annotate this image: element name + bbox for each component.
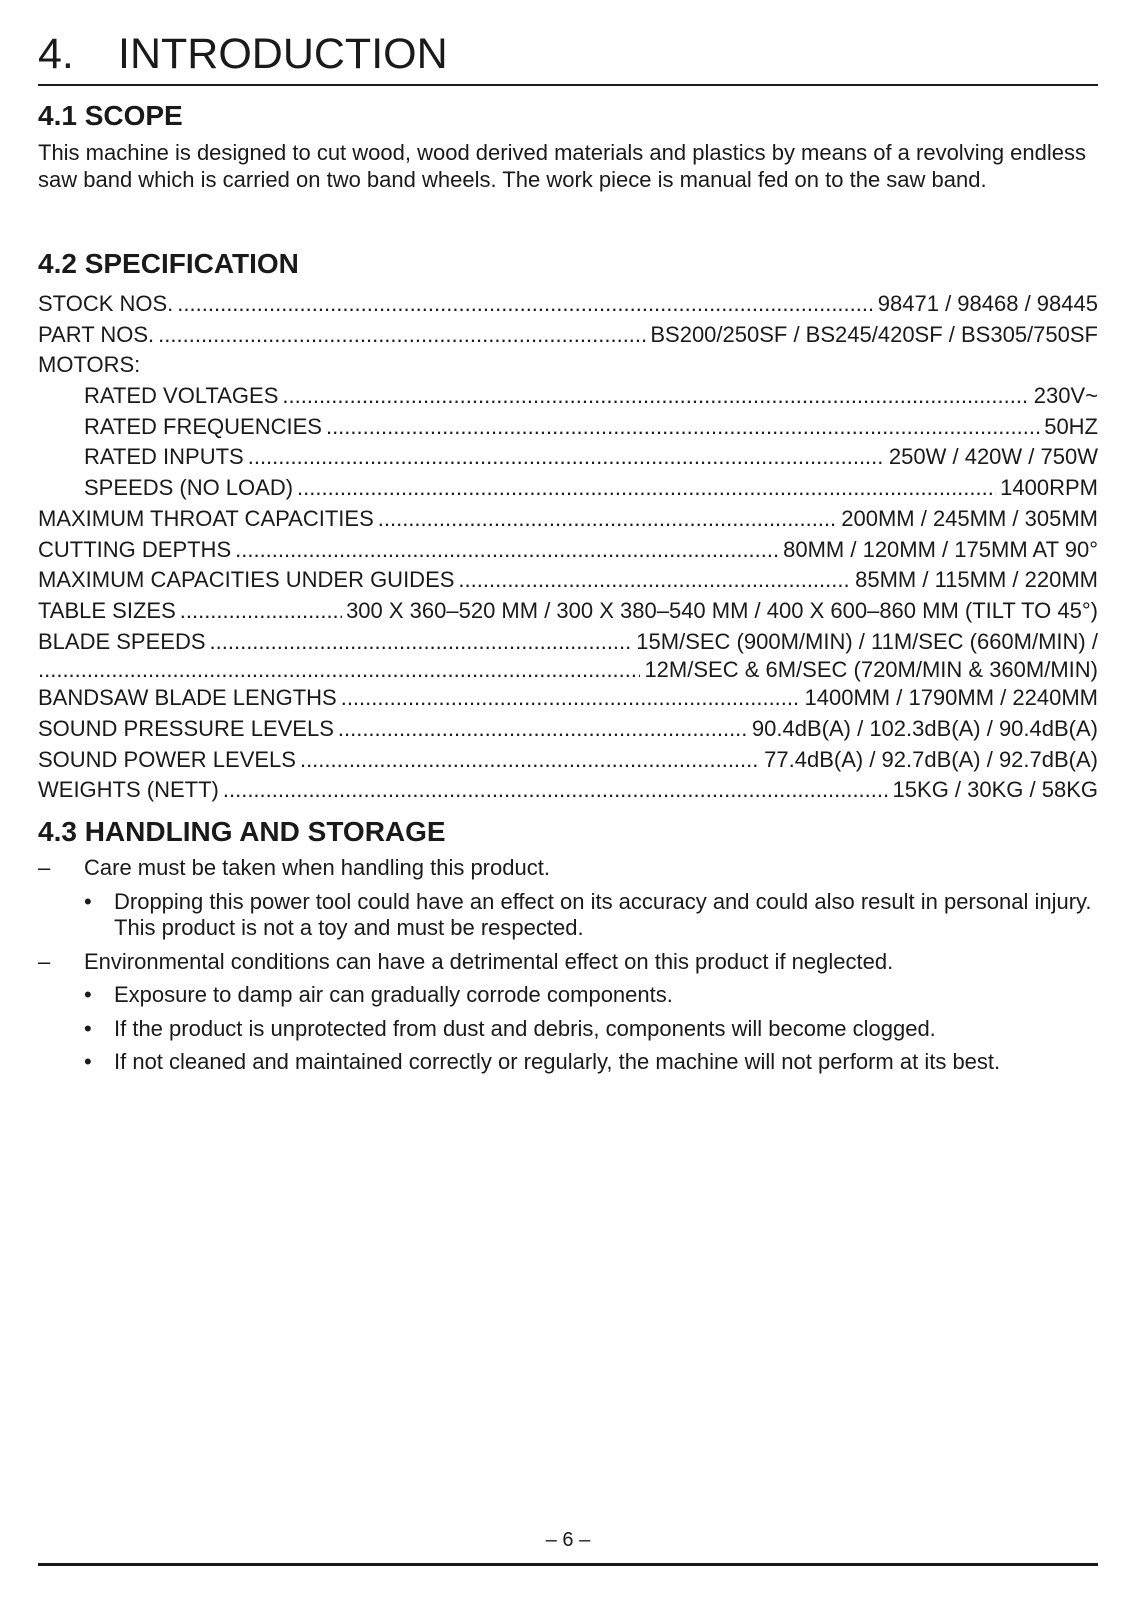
bullet-marker: • [84,1015,92,1041]
dot-leader [297,473,996,504]
spec-value: 230V~ [1033,383,1098,409]
list-item [38,982,1098,1009]
spec-label: MAXIMUM CAPACITIES UNDER GUIDES [38,567,455,593]
spec-label: SOUND PRESSURE LEVELS [38,715,334,741]
spec-value: 300 X 360–520 MM / 300 X 380–540 MM / 400 X 600–860 MM (TILT TO 45°) [346,597,1098,623]
spec-row-rated-inputs [38,442,1098,473]
chapter-heading [38,28,1098,86]
spec-value: 90.4dB(A) / 102.3dB(A) / 90.4dB(A) [751,715,1098,741]
dot-leader [180,596,342,627]
dot-leader [378,504,838,535]
spec-value: 12M/SEC & 6M/SEC (720M/MIN & 360M/MIN) [644,657,1098,683]
spec-label: MOTORS: [38,352,141,378]
dot-leader [248,442,885,473]
spec-label: STOCK NOS. [38,291,174,316]
spec-label: SPEEDS (NO LOAD) [84,475,294,501]
dot-leader [338,714,748,745]
spec-label: RATED INPUTS [84,444,244,470]
spec-label: BLADE SPEEDS [38,628,206,654]
list-item-text: Dropping this power tool could have an effect on its accuracy and could also result in personal injury. This product is not a toy and must be respected. [114,888,1092,940]
dot-leader [341,683,801,714]
spec-value: 98471 / 98468 / 98445 [877,291,1098,316]
spec-value: 80MM / 120MM / 175MM AT 90° [783,536,1098,562]
spec-label: WEIGHTS (NETT) [38,777,219,803]
spec-value: 50HZ [1044,413,1098,439]
spec-value: 1400MM / 1790MM / 2240MM [804,685,1098,711]
spec-label: RATED VOLTAGES [84,383,279,409]
list-item-text: Exposure to damp air can gradually corrode components. [114,982,673,1007]
scope-paragraph: This machine is designed to cut wood, wood derived materials and plastics by means of a revolving endless saw band which is carried on two band wheels. The work piece is manual fed on to the saw band. [38,140,1086,192]
spec-value: 77.4dB(A) / 92.7dB(A) / 92.7dB(A) [764,746,1098,772]
spec-value: 15M/SEC (900M/MIN) / 11M/SEC (660M/MIN) / [636,628,1098,654]
spec-value: 250W / 420W / 750W [888,444,1098,470]
dot-leader [38,657,640,683]
spec-row-sound-pressure [38,714,1098,745]
list-item-text: Environmental conditions can have a detrimental effect on this product if neglected. [84,948,894,974]
footer-rule [38,1563,1098,1566]
list-item [38,889,1098,942]
spec-row-throat-capacities [38,504,1098,535]
handling-list [38,855,1098,1083]
dot-leader [326,412,1040,443]
spec-row-blade-speeds-continued [38,657,1098,683]
scope-heading: 4.1 SCOPE [38,100,183,131]
spec-label: RATED FREQUENCIES [84,413,322,439]
spec-label: CUTTING DEPTHS [38,536,232,562]
spec-value: BS200/250SF / BS245/420SF / BS305/750SF [650,321,1098,347]
list-item [38,1049,1098,1076]
spec-row-blade-lengths [38,683,1098,714]
spec-row-part-nos [38,320,1098,351]
specification-list [38,289,1098,806]
spec-label: TABLE SIZES [38,597,176,623]
list-item [38,855,1098,882]
spec-label: BANDSAW BLADE LENGTHS [38,685,337,711]
dot-leader [223,775,889,806]
dash-marker: – [38,855,51,880]
specification-heading: 4.2 SPECIFICATION [38,248,299,279]
spec-row-capacities-under-guides [38,565,1098,596]
chapter-title: INTRODUCTION [118,30,448,78]
spec-row-stock-nos [38,289,1098,320]
dot-leader [235,535,779,566]
dot-leader [210,627,633,658]
list-item-text: Care must be taken when handling this product. [84,855,550,880]
spec-row-speeds [38,473,1098,504]
dot-leader [458,565,851,596]
chapter-number: 4. [38,30,74,78]
dot-leader [177,289,873,320]
spec-value: 85MM / 115MM / 220MM [855,567,1098,593]
bullet-marker: • [84,1049,92,1074]
spec-row-rated-voltages [38,381,1098,412]
list-item [38,949,1098,976]
spec-row-rated-frequencies [38,412,1098,443]
bullet-marker: • [84,888,92,914]
list-item-text: If not cleaned and maintained correctly or regularly, the machine will not perform at its best. [114,1049,1001,1074]
spec-row-motors [38,350,1098,381]
spec-row-weights [38,775,1098,806]
list-item-text: If the product is unprotected from dust and debris, components will become clogged. [114,1015,936,1041]
dot-leader [158,320,646,351]
spec-value: 1400RPM [1000,475,1098,501]
handling-heading: 4.3 HANDLING AND STORAGE [38,816,446,847]
dot-leader [282,381,1029,412]
spec-row-cutting-depths [38,535,1098,566]
spec-value: 15KG / 30KG / 58KG [892,777,1098,803]
spec-row-sound-power [38,745,1098,776]
spec-label: PART NOS. [38,321,155,347]
spec-value: 200MM / 245MM / 305MM [841,505,1098,531]
spec-label: MAXIMUM THROAT CAPACITIES [38,505,374,531]
bullet-marker: • [84,982,92,1007]
spec-label: SOUND POWER LEVELS [38,746,296,772]
dot-leader [300,745,760,776]
spec-row-blade-speeds [38,627,1098,658]
list-item [38,1016,1098,1043]
spec-row-table-sizes [38,596,1098,627]
dash-marker: – [38,948,51,974]
page-number: – 6 – [545,1529,591,1551]
